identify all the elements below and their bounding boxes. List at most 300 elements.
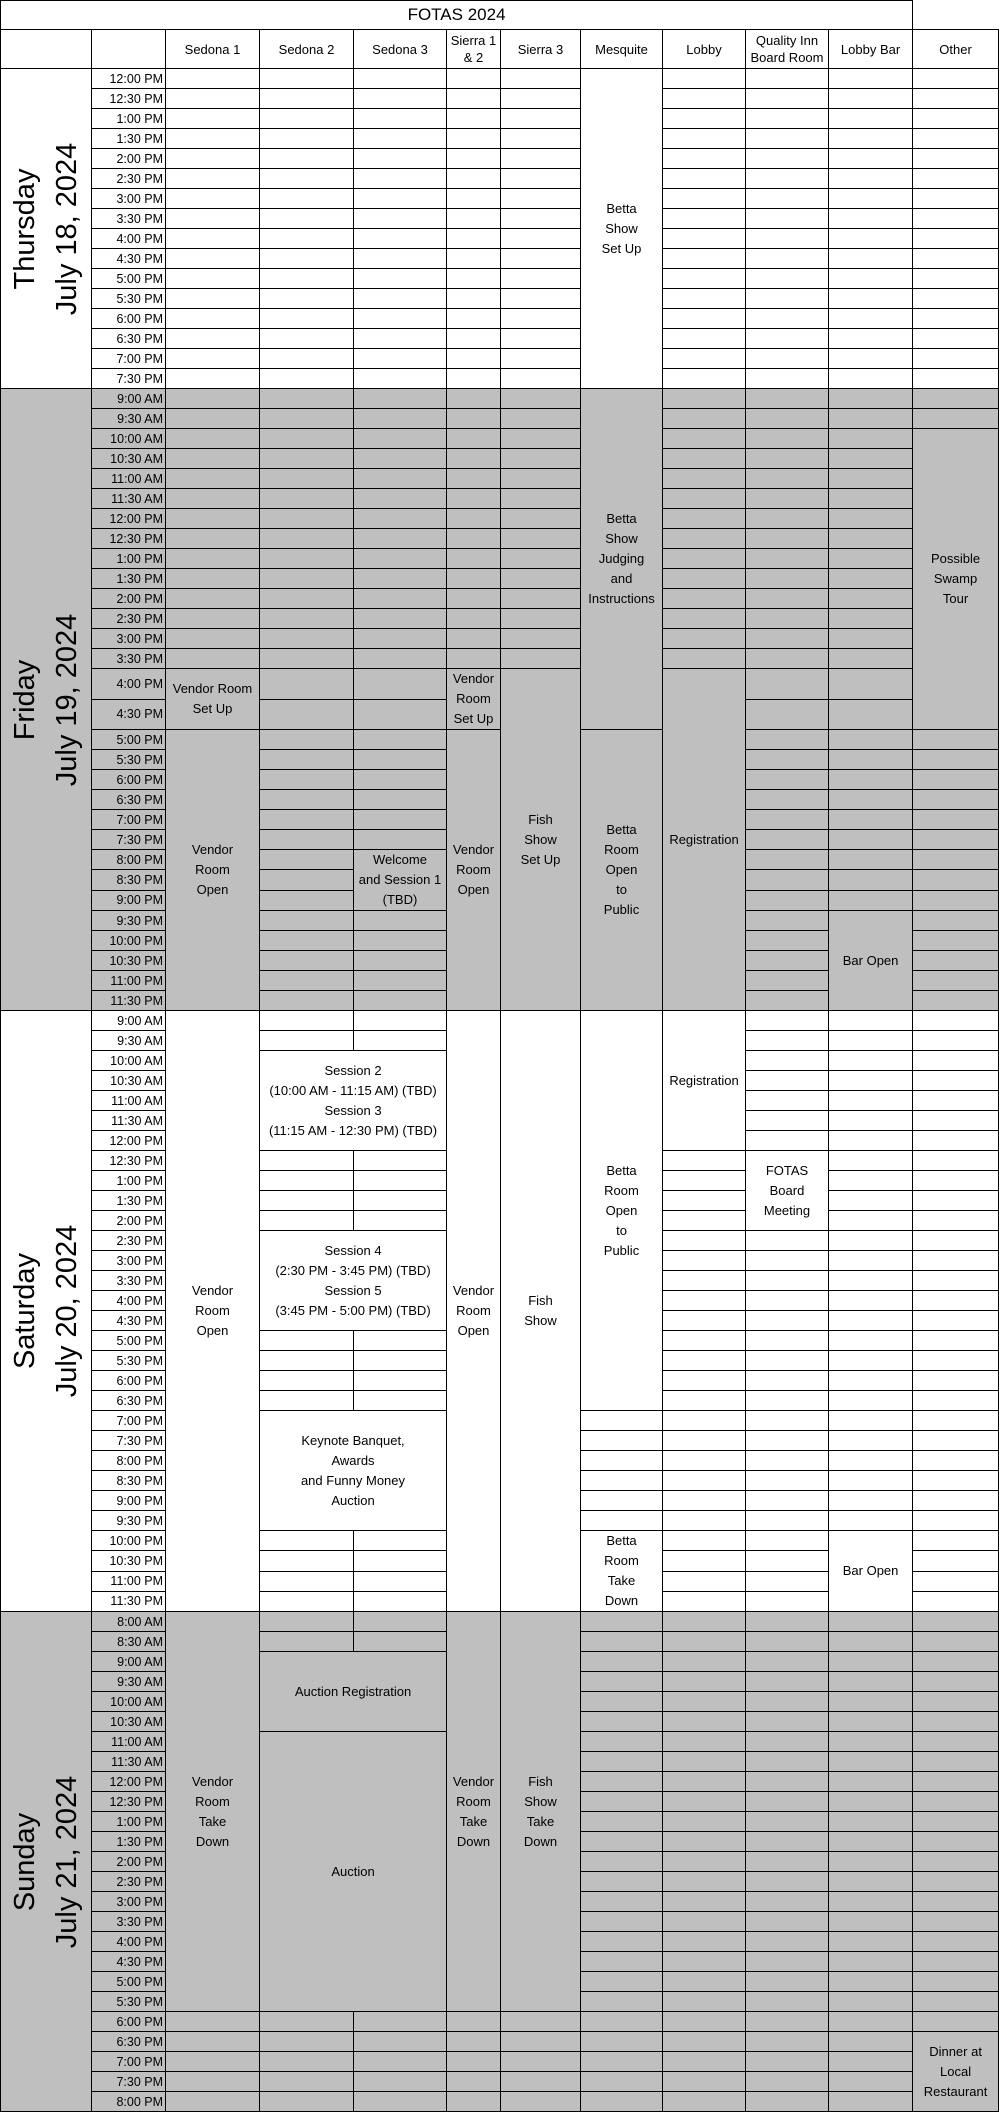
time-slot-row — [1, 329, 999, 349]
empty-slot — [746, 209, 829, 229]
schedule-title: FOTAS 2024 — [1, 1, 913, 30]
time-label: 1:30 PM — [92, 129, 166, 149]
empty-slot — [581, 1972, 663, 1992]
empty-slot — [663, 1832, 746, 1852]
empty-slot — [829, 169, 913, 189]
empty-slot — [829, 269, 913, 289]
empty-slot — [354, 1371, 447, 1391]
empty-slot — [746, 629, 829, 649]
time-slot-row — [1, 629, 999, 649]
empty-slot — [913, 1331, 999, 1351]
empty-slot — [663, 1471, 746, 1491]
empty-slot — [829, 2072, 913, 2092]
empty-slot — [447, 649, 501, 669]
empty-slot — [447, 309, 501, 329]
empty-slot — [746, 2092, 829, 2112]
empty-slot — [354, 169, 447, 189]
empty-slot — [746, 169, 829, 189]
header-corner-time — [92, 30, 166, 69]
time-label: 6:00 PM — [92, 1371, 166, 1391]
empty-slot — [166, 2092, 260, 2112]
empty-slot — [663, 1692, 746, 1712]
empty-slot — [447, 2052, 501, 2072]
time-label: 9:00 PM — [92, 1491, 166, 1511]
empty-slot — [354, 2012, 447, 2032]
empty-slot — [746, 1752, 829, 1772]
empty-slot — [913, 1591, 999, 1611]
empty-slot — [663, 249, 746, 269]
empty-slot — [581, 1632, 663, 1652]
empty-slot — [663, 2052, 746, 2072]
empty-slot — [581, 1471, 663, 1491]
empty-slot — [829, 1451, 913, 1471]
empty-slot — [829, 1211, 913, 1231]
empty-slot — [663, 569, 746, 589]
event-block: Betta Room Open to Public — [581, 730, 663, 1011]
empty-slot — [913, 389, 999, 409]
empty-slot — [829, 1612, 913, 1632]
empty-slot — [581, 1431, 663, 1451]
empty-slot — [166, 2052, 260, 2072]
empty-slot — [501, 349, 581, 369]
empty-slot — [913, 1992, 999, 2012]
empty-slot — [829, 1632, 913, 1652]
empty-slot — [260, 1531, 354, 1551]
empty-slot — [829, 1191, 913, 1211]
empty-slot — [260, 931, 354, 951]
event-block: FOTAS Board Meeting — [746, 1151, 829, 1231]
time-slot-row — [1, 609, 999, 629]
empty-slot — [829, 509, 913, 529]
empty-slot — [354, 409, 447, 429]
empty-slot — [829, 1091, 913, 1111]
empty-slot — [447, 529, 501, 549]
empty-slot — [166, 609, 260, 629]
empty-slot — [913, 1812, 999, 1832]
time-slot-row — [1, 69, 999, 89]
empty-slot — [447, 169, 501, 189]
empty-slot — [581, 1612, 663, 1632]
time-label: 1:30 PM — [92, 1191, 166, 1211]
empty-slot — [829, 109, 913, 129]
time-slot-row — [1, 169, 999, 189]
time-label: 11:30 PM — [92, 991, 166, 1011]
empty-slot — [260, 890, 354, 910]
empty-slot — [260, 489, 354, 509]
empty-slot — [447, 149, 501, 169]
empty-slot — [829, 229, 913, 249]
empty-slot — [581, 2092, 663, 2112]
empty-slot — [663, 1852, 746, 1872]
empty-slot — [663, 589, 746, 609]
empty-slot — [354, 569, 447, 589]
empty-slot — [260, 1371, 354, 1391]
empty-slot — [663, 2092, 746, 2112]
empty-slot — [166, 349, 260, 369]
empty-slot — [166, 149, 260, 169]
time-slot-row — [1, 1612, 999, 1632]
empty-slot — [829, 529, 913, 549]
empty-slot — [501, 549, 581, 569]
time-label: 10:00 AM — [92, 429, 166, 449]
time-label: 9:00 AM — [92, 1011, 166, 1031]
time-label: 10:00 AM — [92, 1692, 166, 1712]
empty-slot — [501, 189, 581, 209]
room-header: Sedona 1 — [166, 30, 260, 69]
empty-slot — [913, 2012, 999, 2032]
empty-slot — [663, 1952, 746, 1972]
empty-slot — [354, 669, 447, 700]
empty-slot — [501, 69, 581, 89]
empty-slot — [913, 991, 999, 1011]
time-label: 5:30 PM — [92, 750, 166, 770]
empty-slot — [746, 830, 829, 850]
empty-slot — [447, 369, 501, 389]
empty-slot — [260, 89, 354, 109]
empty-slot — [663, 229, 746, 249]
empty-slot — [746, 911, 829, 931]
time-label: 1:00 PM — [92, 1171, 166, 1191]
empty-slot — [746, 109, 829, 129]
empty-slot — [260, 389, 354, 409]
event-block: Session 2 (10:00 AM - 11:15 AM) (TBD) Session 3 (11:15 AM - 12:30 PM) (TBD) — [260, 1051, 447, 1151]
empty-slot — [260, 269, 354, 289]
empty-slot — [746, 269, 829, 289]
empty-slot — [829, 249, 913, 269]
empty-slot — [829, 750, 913, 770]
empty-slot — [663, 1251, 746, 1271]
empty-slot — [447, 269, 501, 289]
event-block: Possible Swamp Tour — [913, 429, 999, 730]
empty-slot — [354, 269, 447, 289]
time-label: 2:00 PM — [92, 1211, 166, 1231]
empty-slot — [829, 429, 913, 449]
empty-slot — [260, 569, 354, 589]
empty-slot — [829, 409, 913, 429]
empty-slot — [746, 1131, 829, 1151]
empty-slot — [913, 329, 999, 349]
empty-slot — [581, 1912, 663, 1932]
time-label: 3:00 PM — [92, 189, 166, 209]
empty-slot — [501, 2052, 581, 2072]
empty-slot — [581, 1752, 663, 1772]
empty-slot — [746, 951, 829, 971]
time-label: 4:00 PM — [92, 229, 166, 249]
empty-slot — [354, 699, 447, 730]
empty-slot — [746, 1812, 829, 1832]
time-slot-row — [1, 1011, 999, 1031]
empty-slot — [581, 2052, 663, 2072]
empty-slot — [447, 329, 501, 349]
empty-slot — [913, 971, 999, 991]
empty-slot — [166, 469, 260, 489]
empty-slot — [663, 409, 746, 429]
empty-slot — [746, 770, 829, 790]
empty-slot — [913, 1772, 999, 1792]
time-label: 1:00 PM — [92, 109, 166, 129]
empty-slot — [581, 1852, 663, 1872]
empty-slot — [166, 249, 260, 269]
empty-slot — [746, 1932, 829, 1952]
time-label: 9:30 PM — [92, 1511, 166, 1531]
time-label: 5:00 PM — [92, 730, 166, 750]
empty-slot — [746, 1391, 829, 1411]
empty-slot — [746, 1712, 829, 1732]
empty-slot — [260, 529, 354, 549]
empty-slot — [166, 549, 260, 569]
empty-slot — [913, 1732, 999, 1752]
empty-slot — [663, 1672, 746, 1692]
time-label: 1:30 PM — [92, 1832, 166, 1852]
empty-slot — [829, 1712, 913, 1732]
empty-slot — [260, 169, 354, 189]
empty-slot — [663, 1632, 746, 1652]
room-header: Sedona 3 — [354, 30, 447, 69]
time-label: 11:00 PM — [92, 971, 166, 991]
empty-slot — [260, 1612, 354, 1632]
event-block: Vendor Room Set Up — [166, 669, 260, 730]
event-block: Bar Open — [829, 1531, 913, 1612]
empty-slot — [354, 2032, 447, 2052]
empty-slot — [260, 349, 354, 369]
empty-slot — [260, 699, 354, 730]
empty-slot — [829, 1051, 913, 1071]
empty-slot — [913, 1371, 999, 1391]
empty-slot — [581, 1832, 663, 1852]
empty-slot — [501, 2072, 581, 2092]
time-label: 5:00 PM — [92, 1331, 166, 1351]
time-slot-row — [1, 269, 999, 289]
empty-slot — [663, 269, 746, 289]
time-label: 6:00 PM — [92, 770, 166, 790]
empty-slot — [829, 2052, 913, 2072]
time-label: 5:30 PM — [92, 289, 166, 309]
empty-slot — [354, 509, 447, 529]
time-slot-row — [1, 149, 999, 169]
time-label: 4:00 PM — [92, 669, 166, 700]
empty-slot — [913, 1471, 999, 1491]
empty-slot — [746, 149, 829, 169]
time-label: 7:30 PM — [92, 830, 166, 850]
empty-slot — [447, 2012, 501, 2032]
empty-slot — [166, 389, 260, 409]
time-label: 12:30 PM — [92, 529, 166, 549]
empty-slot — [354, 1571, 447, 1591]
empty-slot — [913, 1271, 999, 1291]
empty-slot — [447, 469, 501, 489]
empty-slot — [663, 1892, 746, 1912]
empty-slot — [663, 549, 746, 569]
empty-slot — [913, 1491, 999, 1511]
empty-slot — [581, 2012, 663, 2032]
empty-slot — [447, 289, 501, 309]
empty-slot — [260, 810, 354, 830]
empty-slot — [663, 1652, 746, 1672]
empty-slot — [913, 870, 999, 890]
empty-slot — [829, 1271, 913, 1291]
empty-slot — [829, 1011, 913, 1031]
empty-slot — [746, 1652, 829, 1672]
empty-slot — [829, 1732, 913, 1752]
empty-slot — [663, 1612, 746, 1632]
empty-slot — [746, 1632, 829, 1652]
empty-slot — [829, 369, 913, 389]
empty-slot — [663, 1591, 746, 1611]
empty-slot — [746, 429, 829, 449]
empty-slot — [260, 409, 354, 429]
time-slot-row — [1, 589, 999, 609]
empty-slot — [663, 1271, 746, 1291]
empty-slot — [829, 1391, 913, 1411]
empty-slot — [260, 429, 354, 449]
empty-slot — [829, 289, 913, 309]
empty-slot — [501, 409, 581, 429]
empty-slot — [354, 1331, 447, 1351]
empty-slot — [746, 549, 829, 569]
empty-slot — [166, 189, 260, 209]
empty-slot — [913, 1551, 999, 1571]
time-label: 3:30 PM — [92, 1271, 166, 1291]
day-label-cell — [1, 389, 92, 1011]
time-slot-row — [1, 669, 999, 700]
empty-slot — [746, 369, 829, 389]
empty-slot — [829, 1471, 913, 1491]
time-label: 10:30 PM — [92, 951, 166, 971]
empty-slot — [746, 469, 829, 489]
time-slot-row — [1, 529, 999, 549]
empty-slot — [354, 1011, 447, 1031]
empty-slot — [354, 349, 447, 369]
empty-slot — [260, 1011, 354, 1031]
empty-slot — [663, 489, 746, 509]
day-label-cell — [1, 1612, 92, 2112]
empty-slot — [746, 810, 829, 830]
empty-slot — [746, 1011, 829, 1031]
empty-slot — [746, 699, 829, 730]
empty-slot — [663, 369, 746, 389]
empty-slot — [260, 2072, 354, 2092]
time-label: 8:30 AM — [92, 1632, 166, 1652]
empty-slot — [913, 1291, 999, 1311]
empty-slot — [829, 609, 913, 629]
empty-slot — [166, 369, 260, 389]
empty-slot — [663, 469, 746, 489]
empty-slot — [746, 850, 829, 870]
empty-slot — [746, 2012, 829, 2032]
empty-slot — [166, 2072, 260, 2092]
empty-slot — [829, 1151, 913, 1171]
empty-slot — [501, 309, 581, 329]
empty-slot — [447, 109, 501, 129]
time-label: 2:00 PM — [92, 1852, 166, 1872]
room-header: Quality Inn Board Room — [746, 30, 829, 69]
empty-slot — [260, 1591, 354, 1611]
event-block: Keynote Banquet, Awards and Funny Money Auction — [260, 1411, 447, 1531]
empty-slot — [260, 1351, 354, 1371]
empty-slot — [501, 589, 581, 609]
empty-slot — [663, 1752, 746, 1772]
time-label: 8:30 PM — [92, 1471, 166, 1491]
empty-slot — [166, 269, 260, 289]
empty-slot — [260, 1571, 354, 1591]
empty-slot — [746, 649, 829, 669]
empty-slot — [581, 1992, 663, 2012]
empty-slot — [501, 89, 581, 109]
empty-slot — [746, 1792, 829, 1812]
empty-slot — [663, 1872, 746, 1892]
empty-slot — [260, 2032, 354, 2052]
empty-slot — [913, 249, 999, 269]
empty-slot — [581, 1491, 663, 1511]
empty-slot — [581, 1792, 663, 1812]
empty-slot — [746, 931, 829, 951]
empty-slot — [746, 1231, 829, 1251]
time-label: 7:30 PM — [92, 369, 166, 389]
empty-slot — [354, 931, 447, 951]
empty-slot — [663, 1451, 746, 1471]
empty-slot — [354, 429, 447, 449]
time-label: 4:00 PM — [92, 1932, 166, 1952]
empty-slot — [829, 309, 913, 329]
empty-slot — [746, 1351, 829, 1371]
empty-slot — [354, 489, 447, 509]
empty-slot — [260, 469, 354, 489]
empty-slot — [746, 1912, 829, 1932]
time-label: 12:30 PM — [92, 1151, 166, 1171]
empty-slot — [829, 2032, 913, 2052]
time-label: 11:30 AM — [92, 1111, 166, 1131]
empty-slot — [746, 409, 829, 429]
empty-slot — [663, 2032, 746, 2052]
empty-slot — [746, 309, 829, 329]
time-label: 7:30 PM — [92, 2072, 166, 2092]
empty-slot — [746, 1972, 829, 1992]
empty-slot — [260, 1331, 354, 1351]
time-label: 1:00 PM — [92, 549, 166, 569]
time-label: 11:00 PM — [92, 1571, 166, 1591]
empty-slot — [354, 89, 447, 109]
time-slot-row — [1, 289, 999, 309]
empty-slot — [260, 971, 354, 991]
empty-slot — [260, 2092, 354, 2112]
empty-slot — [829, 890, 913, 910]
empty-slot — [829, 1071, 913, 1091]
empty-slot — [354, 229, 447, 249]
empty-slot — [746, 1892, 829, 1912]
empty-slot — [663, 149, 746, 169]
empty-slot — [501, 429, 581, 449]
empty-slot — [746, 1451, 829, 1471]
time-label: 3:00 PM — [92, 629, 166, 649]
empty-slot — [501, 269, 581, 289]
event-block: Vendor Room Set Up — [447, 669, 501, 730]
empty-slot — [260, 229, 354, 249]
empty-slot — [746, 1271, 829, 1291]
empty-slot — [746, 1952, 829, 1972]
empty-slot — [829, 1311, 913, 1331]
empty-slot — [166, 169, 260, 189]
time-slot-row — [1, 730, 999, 750]
empty-slot — [260, 629, 354, 649]
empty-slot — [913, 1411, 999, 1431]
empty-slot — [581, 1672, 663, 1692]
empty-slot — [829, 69, 913, 89]
empty-slot — [829, 1992, 913, 2012]
time-label: 8:00 PM — [92, 2092, 166, 2112]
empty-slot — [663, 1912, 746, 1932]
empty-slot — [663, 629, 746, 649]
time-slot-row — [1, 229, 999, 249]
